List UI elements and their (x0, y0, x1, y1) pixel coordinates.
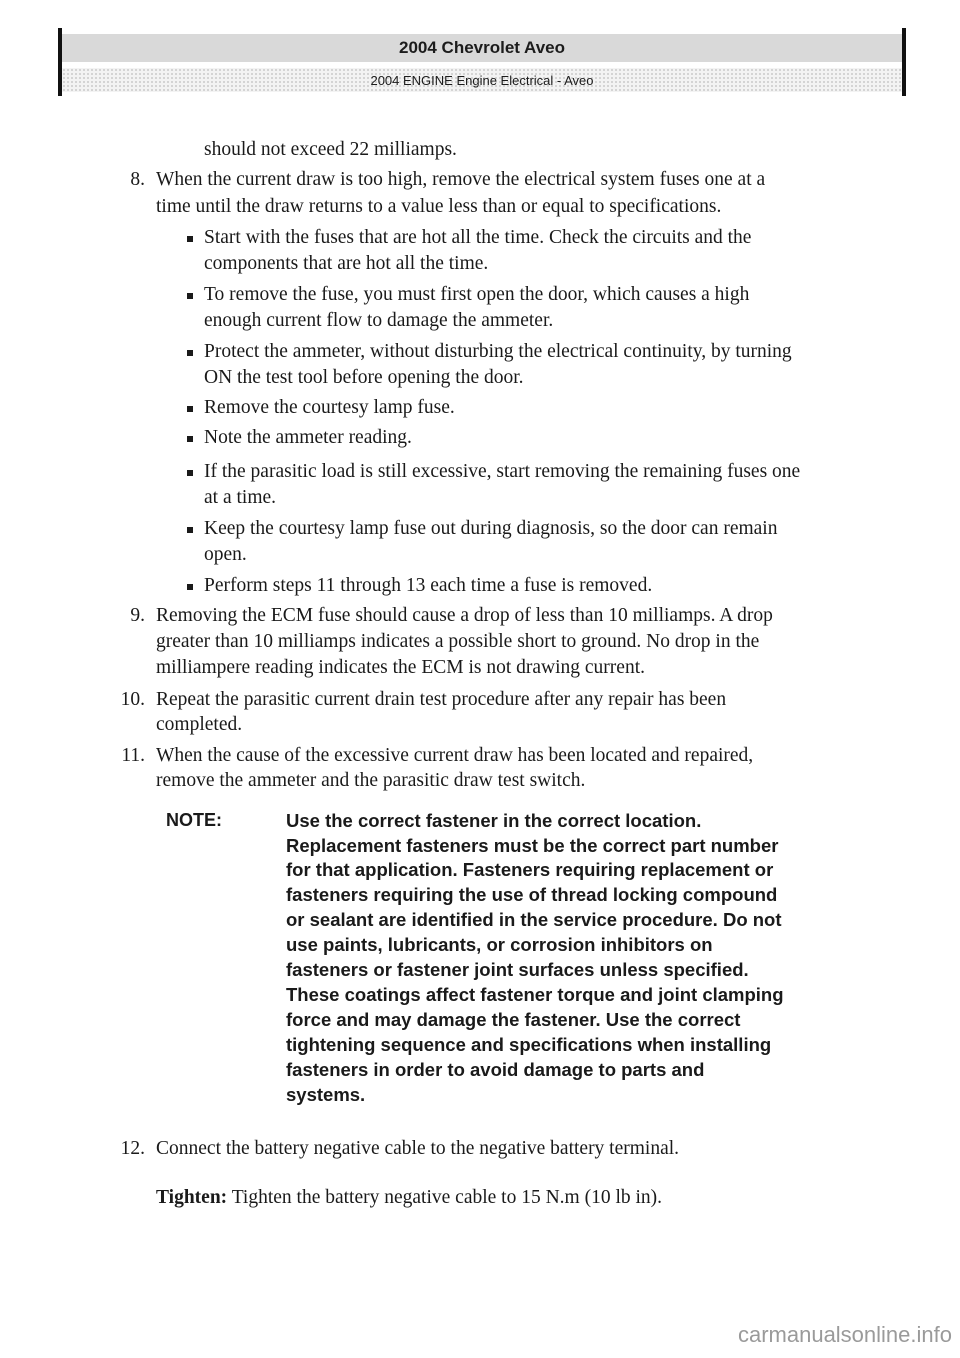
note-text-line: for that application. Fasteners requiring replacement or (286, 859, 774, 880)
note-text-line: or sealant are identified in the service procedure. Do not (286, 909, 782, 930)
bullet-marker (187, 406, 193, 412)
step-text-line: Connect the battery negative cable to the negative battery terminal. (156, 1138, 680, 1159)
note-text-line: use paints, lubricants, or corrosion inhibitors on (286, 934, 713, 955)
tighten-spec (156, 1186, 662, 1210)
header-subtitle: 2004 ENGINE Engine Electrical - Aveo (62, 68, 902, 92)
bullet-text-line: Keep the courtesy lamp fuse out during diagnosis, so the door can remain (204, 518, 778, 539)
step-text-line: completed. (156, 714, 243, 735)
note-text-line: systems. (286, 1084, 366, 1105)
bullet-marker (187, 527, 193, 533)
step-number: 8. (130, 169, 145, 190)
bullet-text-line: ON the test tool before opening the door. (204, 367, 524, 388)
note-text-line: fasteners in order to avoid damage to parts and (286, 1059, 705, 1080)
tighten-text: Tighten the battery negative cable to 15 N.m (10 lb in). (231, 1187, 663, 1208)
bullet-text-line: Perform steps 11 through 13 each time a fuse is removed. (204, 575, 653, 596)
step-number: 11. (121, 745, 145, 766)
step-number: 10. (120, 689, 145, 710)
bullet-marker (187, 293, 193, 299)
intro-line: should not exceed 22 milliamps. (204, 139, 457, 160)
note-text-line: force and may damage the fastener. Use the correct (286, 1009, 741, 1030)
note-text-line: fasteners or fastener joint surfaces unless specified. (286, 959, 749, 980)
note-text-line: fasteners requiring the use of thread locking compound (286, 884, 778, 905)
step-text-line: time until the draw returns to a value less than or equal to specifications. (156, 196, 722, 217)
bullet-text-line: If the parasitic load is still excessive, start removing the remaining fuses one (204, 461, 801, 482)
bullet-text-line: Note the ammeter reading. (204, 427, 412, 448)
watermark: carmanualsonline.info (737, 1322, 952, 1347)
step-text-line: When the cause of the excessive current draw has been located and repaired, (156, 745, 754, 766)
bullet-text-line: open. (204, 544, 247, 565)
bullet-text-line: To remove the fuse, you must first open the door, which causes a high (204, 284, 750, 305)
bullet-marker (187, 350, 193, 356)
bullet-marker (187, 236, 193, 242)
note-text-line: Use the correct fastener in the correct location. (286, 810, 702, 831)
bullet-text-line: components that are hot all the time. (204, 253, 489, 274)
header-right-rule (902, 28, 906, 96)
bullet-text-line: at a time. (204, 487, 277, 508)
step-text-line: When the current draw is too high, remove the electrical system fuses one at a (156, 169, 766, 190)
bullet-text-line: Remove the courtesy lamp fuse. (204, 397, 455, 418)
note-label: NOTE: (166, 810, 222, 830)
note-text-line: tightening sequence and specifications when installing (286, 1034, 772, 1055)
bullet-marker (187, 584, 193, 590)
step-text-line: Repeat the parasitic current drain test procedure after any repair has been (156, 689, 727, 710)
step-text-line: Removing the ECM fuse should cause a drop of less than 10 milliamps. A drop (156, 605, 773, 626)
page-header (58, 28, 906, 96)
step-text-line: remove the ammeter and the parasitic draw test switch. (156, 770, 586, 791)
header-title: 2004 Chevrolet Aveo (62, 34, 902, 62)
bullet-marker (187, 436, 193, 442)
step-number: 12. (120, 1138, 145, 1159)
step-text-line: greater than 10 milliamps indicates a possible short to ground. No drop in the (156, 631, 760, 652)
bullet-marker (187, 470, 193, 476)
bullet-text-line: Start with the fuses that are hot all the time. Check the circuits and the (204, 227, 752, 248)
bullet-text-line: enough current flow to damage the ammeter. (204, 310, 554, 331)
note-text-line: These coatings affect fastener torque and joint clamping (286, 984, 784, 1005)
bullet-text-line: Protect the ammeter, without disturbing the electrical continuity, by turning (204, 341, 792, 362)
note-text-line: Replacement fasteners must be the correct part number (286, 835, 779, 856)
tighten-label: Tighten: (156, 1187, 228, 1208)
step-number: 9. (130, 605, 145, 626)
step-text-line: milliampere reading indicates the ECM is not drawing current. (156, 657, 645, 678)
